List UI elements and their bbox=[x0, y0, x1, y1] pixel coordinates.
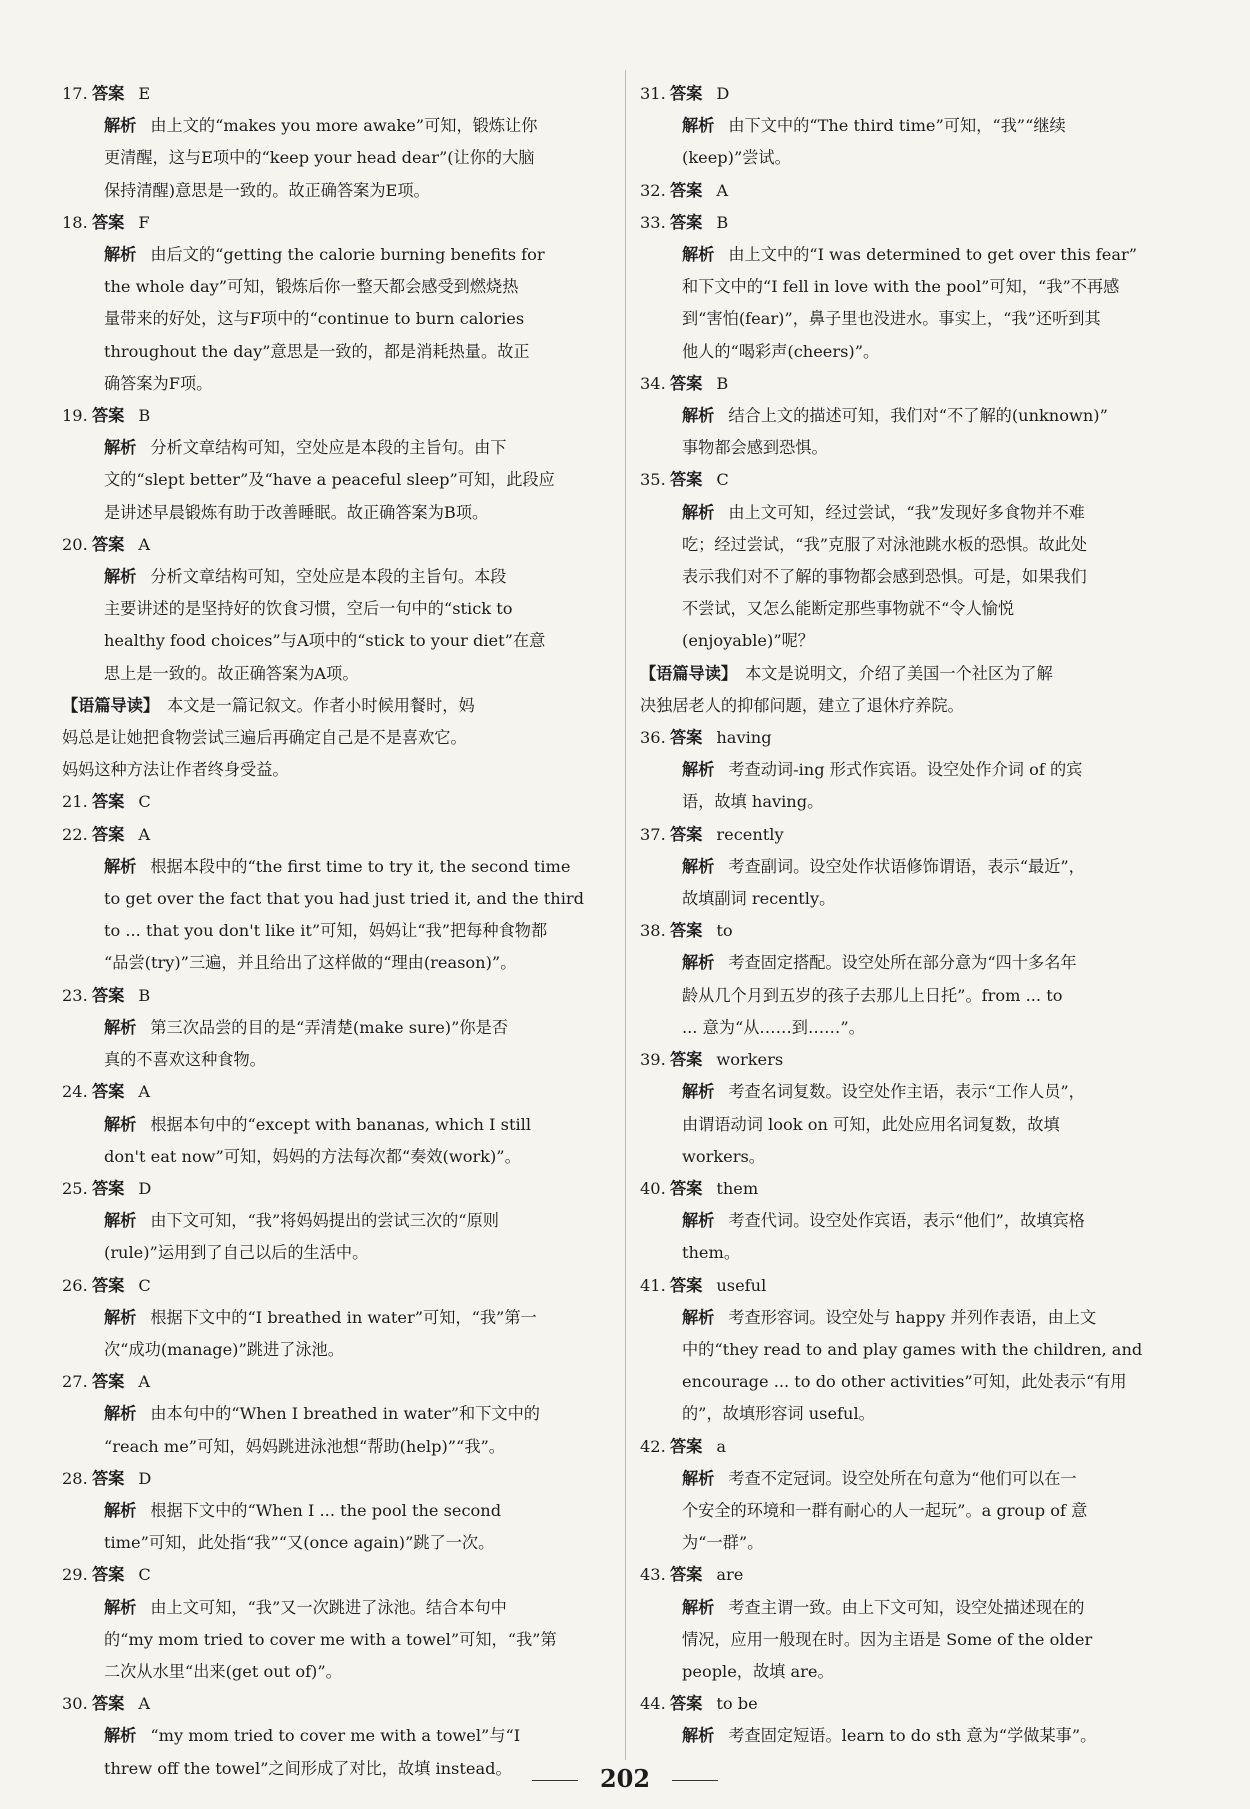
reading-guide-line bbox=[640, 690, 1188, 722]
line-text: threw off the towel”之间形成了对比，故填 instead。 bbox=[104, 1758, 512, 1778]
explanation-line bbox=[62, 1398, 610, 1430]
line-text: 情况，应用一般现在时。因为主语是 Some of the older bbox=[682, 1629, 1093, 1649]
explanation-line bbox=[62, 593, 610, 625]
analysis-label: 解析 bbox=[104, 567, 137, 587]
answer-label: 答案 bbox=[92, 1468, 125, 1488]
question-number: 32. bbox=[640, 180, 666, 200]
analysis-label: 解析 bbox=[104, 856, 137, 876]
answer-line bbox=[640, 1559, 1188, 1591]
answer-line bbox=[640, 1431, 1188, 1463]
explanation-line bbox=[62, 142, 610, 174]
line-text: 龄从几个月到五岁的孩子去那儿上日托”。from ... to bbox=[682, 985, 1063, 1005]
line-text: 到“害怕(fear)”，鼻子里也没进水。事实上，“我”还听到其 bbox=[682, 309, 1101, 329]
explanation-line bbox=[640, 1237, 1188, 1269]
explanation-line bbox=[640, 980, 1188, 1012]
explanation-line bbox=[640, 1592, 1188, 1624]
explanation-line bbox=[62, 1720, 610, 1752]
question-number: 33. bbox=[640, 212, 666, 232]
line-text: C bbox=[716, 470, 729, 490]
question-number: 19. bbox=[62, 406, 88, 426]
line-text: them bbox=[716, 1178, 759, 1198]
answer-label: 答案 bbox=[670, 373, 703, 393]
explanation-line bbox=[62, 883, 610, 915]
answer-line bbox=[640, 722, 1188, 754]
line-text: 确答案为F项。 bbox=[104, 373, 213, 393]
explanation-line bbox=[62, 1237, 610, 1269]
answer-label: 答案 bbox=[92, 1694, 125, 1714]
answer-line bbox=[640, 368, 1188, 400]
line-text: C bbox=[138, 1565, 151, 1585]
explanation-line bbox=[62, 947, 610, 979]
line-text: C bbox=[138, 792, 151, 812]
line-text: B bbox=[138, 985, 151, 1005]
explanation-line bbox=[640, 271, 1188, 303]
answer-label: 答案 bbox=[92, 1565, 125, 1585]
question-number: 22. bbox=[62, 824, 88, 844]
question-number: 27. bbox=[62, 1372, 88, 1392]
explanation-line bbox=[62, 1624, 610, 1656]
footer-dash-left bbox=[532, 1780, 578, 1781]
answer-label: 答案 bbox=[670, 470, 703, 490]
question-number: 35. bbox=[640, 470, 666, 490]
line-text: throughout the day”意思是一致的，都是消耗热量。故正 bbox=[104, 341, 530, 361]
explanation-line bbox=[62, 271, 610, 303]
line-text: B bbox=[716, 212, 729, 232]
right-column bbox=[640, 78, 1188, 1753]
line-text: F bbox=[138, 212, 150, 232]
line-text: 主要讲述的是坚持好的饮食习惯，空后一句中的“stick to bbox=[104, 599, 513, 619]
explanation-line bbox=[62, 1431, 610, 1463]
explanation-line bbox=[640, 1012, 1188, 1044]
analysis-label: 解析 bbox=[682, 1082, 715, 1102]
answer-label: 答案 bbox=[92, 1178, 125, 1198]
analysis-label: 解析 bbox=[682, 406, 715, 426]
explanation-line bbox=[640, 1334, 1188, 1366]
answer-label: 答案 bbox=[670, 180, 703, 200]
explanation-line bbox=[62, 1495, 610, 1527]
answer-line bbox=[62, 1270, 610, 1302]
explanation-line bbox=[640, 303, 1188, 335]
line-text: 事物都会感到恐惧。 bbox=[682, 438, 828, 458]
answer-line bbox=[62, 1688, 610, 1720]
answer-label: 答案 bbox=[92, 534, 125, 554]
analysis-label: 解析 bbox=[104, 1114, 137, 1134]
answer-label: 答案 bbox=[670, 1275, 703, 1295]
line-text: 根据本段中的“the first time to try it, the second time bbox=[150, 856, 571, 876]
explanation-line bbox=[640, 1076, 1188, 1108]
analysis-label: 解析 bbox=[104, 1404, 137, 1424]
page-footer bbox=[0, 1764, 1250, 1793]
answer-label: 答案 bbox=[670, 1694, 703, 1714]
explanation-line bbox=[640, 497, 1188, 529]
question-number: 40. bbox=[640, 1178, 666, 1198]
line-text: 不尝试，又怎么能断定那些事物就不“令人愉悦 bbox=[682, 599, 1015, 619]
line-text: 考查主谓一致。由上下文可知，设空处描述现在的 bbox=[728, 1597, 1085, 1617]
answer-label: 答案 bbox=[92, 1372, 125, 1392]
question-number: 29. bbox=[62, 1565, 88, 1585]
line-text: workers bbox=[716, 1050, 784, 1070]
explanation-line bbox=[62, 1044, 610, 1076]
line-text: 本文是一篇记叙文。作者小时候用餐时，妈 bbox=[167, 695, 475, 715]
line-text: 妈总是让她把食物尝试三遍后再确定自己是不是喜欢它。 bbox=[62, 728, 467, 748]
line-text: healthy food choices”与A项中的“stick to your diet”在意 bbox=[104, 631, 546, 651]
analysis-label: 解析 bbox=[682, 116, 715, 136]
answer-line bbox=[640, 1688, 1188, 1720]
explanation-line bbox=[62, 561, 610, 593]
line-text: 由上文的“makes you more awake”可知，锻炼让你 bbox=[150, 116, 538, 136]
line-text: “品尝(try)”三遍，并且给出了这样做的“理由(reason)”。 bbox=[104, 953, 517, 973]
line-text: are bbox=[716, 1565, 744, 1585]
answer-label: 答案 bbox=[92, 824, 125, 844]
line-text: 吃；经过尝试，“我”克服了对泳池跳水板的恐惧。故此处 bbox=[682, 534, 1088, 554]
answer-label: 答案 bbox=[670, 1436, 703, 1456]
explanation-line bbox=[640, 239, 1188, 271]
explanation-line bbox=[62, 1302, 610, 1334]
answer-line bbox=[640, 1044, 1188, 1076]
line-text: don't eat now”可知，妈妈的方法每次都“奏效(work)”。 bbox=[104, 1146, 521, 1166]
explanation-line bbox=[62, 110, 610, 142]
explanation-line bbox=[62, 915, 610, 947]
answer-label: 答案 bbox=[670, 824, 703, 844]
explanation-line bbox=[640, 1302, 1188, 1334]
line-text: to get over the fact that you had just tried it, and the third bbox=[104, 889, 584, 909]
question-number: 36. bbox=[640, 728, 666, 748]
answer-line bbox=[640, 175, 1188, 207]
analysis-label: 解析 bbox=[104, 438, 137, 458]
reading-guide-line bbox=[640, 658, 1188, 690]
line-text: A bbox=[716, 180, 729, 200]
line-text: 量带来的好处，这与F项中的“continue to burn calories bbox=[104, 309, 525, 329]
explanation-line bbox=[640, 1656, 1188, 1688]
answer-line bbox=[62, 529, 610, 561]
question-number: 39. bbox=[640, 1050, 666, 1070]
line-text: B bbox=[138, 406, 151, 426]
answer-line bbox=[640, 915, 1188, 947]
analysis-label: 解析 bbox=[104, 245, 137, 265]
analysis-label: 解析 bbox=[104, 1500, 137, 1520]
explanation-line bbox=[62, 625, 610, 657]
line-text: to be bbox=[716, 1694, 758, 1714]
line-text: A bbox=[138, 534, 151, 554]
line-text: (rule)”运用到了自己以后的生活中。 bbox=[104, 1243, 369, 1263]
answer-line bbox=[62, 786, 610, 818]
line-text: 语，故填 having。 bbox=[682, 792, 824, 812]
explanation-line bbox=[640, 529, 1188, 561]
answer-line bbox=[62, 1366, 610, 1398]
line-text: E bbox=[138, 84, 151, 103]
explanation-line bbox=[640, 625, 1188, 657]
line-text: having bbox=[716, 728, 772, 748]
answer-line bbox=[62, 207, 610, 239]
line-text: 保持清醒)意思是一致的。故正确答案为E项。 bbox=[104, 180, 430, 200]
question-number: 18. bbox=[62, 212, 88, 232]
explanation-line bbox=[640, 851, 1188, 883]
line-text: 由上文中的“I was determined to get over this fear” bbox=[728, 245, 1138, 265]
line-text: B bbox=[716, 373, 729, 393]
line-text: 由下文可知，“我”将妈妈提出的尝试三次的“原则 bbox=[150, 1211, 499, 1231]
line-text: 由上文可知，经过尝试，“我”发现好多食物并不难 bbox=[728, 502, 1085, 522]
explanation-line bbox=[62, 464, 610, 496]
line-text: 二次从水里“出来(get out of)”。 bbox=[104, 1661, 342, 1681]
question-number: 41. bbox=[640, 1275, 666, 1295]
explanation-line bbox=[62, 1592, 610, 1624]
line-text: 个安全的环境和一群有耐心的人一起玩”。a group of 意 bbox=[682, 1500, 1088, 1520]
explanation-line bbox=[62, 368, 610, 400]
line-text: 表示我们对不了解的事物都会感到恐惧。可是，如果我们 bbox=[682, 567, 1087, 587]
line-text: 考查不定冠词。设空处所在句意为“他们可以在一 bbox=[728, 1468, 1077, 1488]
footer-dash-right bbox=[672, 1780, 718, 1781]
explanation-line bbox=[640, 786, 1188, 818]
line-text: 他人的“喝彩声(cheers)”。 bbox=[682, 341, 880, 361]
line-text: 根据本句中的“except with bananas, which I still bbox=[150, 1114, 531, 1134]
answer-label: 答案 bbox=[670, 921, 703, 941]
reading-guide-line bbox=[62, 754, 610, 786]
question-number: 26. bbox=[62, 1275, 88, 1295]
explanation-line bbox=[62, 175, 610, 207]
line-text: 结合上文的描述可知，我们对“不了解的(unknown)” bbox=[728, 406, 1108, 426]
answer-line bbox=[640, 464, 1188, 496]
line-text: 由后文的“getting the calorie burning benefits for bbox=[150, 245, 545, 265]
line-text: ... 意为“从……到……”。 bbox=[682, 1017, 865, 1037]
line-text: 考查名词复数。设空处作主语，表示“工作人员”， bbox=[728, 1082, 1085, 1102]
answer-line bbox=[62, 980, 610, 1012]
question-number: 44. bbox=[640, 1694, 666, 1714]
line-text: 文的“slept better”及“have a peaceful sleep”可知，此段应 bbox=[104, 470, 555, 490]
line-text: 由谓语动词 look on 可知，此处应用名词复数，故填 bbox=[682, 1114, 1060, 1134]
analysis-label: 解析 bbox=[682, 953, 715, 973]
analysis-label: 解析 bbox=[682, 1468, 715, 1488]
line-text: 第三次品尝的目的是“弄清楚(make sure)”你是否 bbox=[150, 1017, 508, 1037]
explanation-line bbox=[640, 754, 1188, 786]
line-text: “my mom tried to cover me with a towel”与“I bbox=[150, 1726, 521, 1746]
line-text: 由上文可知，“我”又一次跳进了泳池。结合本句中 bbox=[150, 1597, 507, 1617]
line-text: encourage ... to do other activities”可知，此处表示“有用 bbox=[682, 1372, 1127, 1392]
line-text: A bbox=[138, 1694, 151, 1714]
explanation-line bbox=[62, 1334, 610, 1366]
question-number: 42. bbox=[640, 1436, 666, 1456]
explanation-line bbox=[640, 561, 1188, 593]
answer-label: 答案 bbox=[670, 728, 703, 748]
left-column bbox=[62, 78, 610, 1785]
answer-line bbox=[62, 1076, 610, 1108]
analysis-label: 解析 bbox=[682, 245, 715, 265]
line-text: 由下文中的“The third time”可知，“我”“继续 bbox=[728, 116, 1066, 136]
line-text: 和下文中的“I fell in love with the pool”可知，“我”不再感 bbox=[682, 277, 1120, 297]
line-text: people，故填 are。 bbox=[682, 1661, 834, 1681]
explanation-line bbox=[62, 1012, 610, 1044]
question-number: 20. bbox=[62, 534, 88, 554]
explanation-line bbox=[62, 303, 610, 335]
explanation-line bbox=[640, 400, 1188, 432]
explanation-line bbox=[640, 1624, 1188, 1656]
explanation-line bbox=[640, 336, 1188, 368]
page-number: 202 bbox=[599, 1764, 651, 1793]
question-number: 25. bbox=[62, 1178, 88, 1198]
line-text: 思上是一致的。故正确答案为A项。 bbox=[104, 663, 359, 683]
answer-label: 答案 bbox=[92, 985, 125, 1005]
answer-line bbox=[640, 819, 1188, 851]
line-text: 由本句中的“When I breathed in water”和下文中的 bbox=[150, 1404, 540, 1424]
line-text: 决独居老人的抑郁问题，建立了退休疗养院。 bbox=[640, 695, 964, 715]
line-text: 的”，故填形容词 useful。 bbox=[682, 1404, 875, 1424]
answer-label: 答案 bbox=[92, 406, 125, 426]
line-text: them。 bbox=[682, 1243, 741, 1263]
line-text: 考查副词。设空处作状语修饰谓语，表示“最近”， bbox=[728, 856, 1085, 876]
answer-label: 答案 bbox=[670, 212, 703, 232]
answer-line bbox=[640, 1173, 1188, 1205]
analysis-label: 解析 bbox=[682, 1307, 715, 1327]
line-text: 分析文章结构可知，空处应是本段的主旨句。由下 bbox=[150, 438, 507, 458]
line-text: A bbox=[138, 1372, 151, 1392]
analysis-label: 解析 bbox=[104, 1017, 137, 1037]
analysis-label: 解析 bbox=[104, 1211, 137, 1231]
answer-label: 答案 bbox=[670, 1565, 703, 1585]
answer-label: 答案 bbox=[92, 1082, 125, 1102]
answer-label: 答案 bbox=[92, 212, 125, 232]
explanation-line bbox=[62, 1109, 610, 1141]
line-text: a bbox=[716, 1436, 727, 1456]
answer-label: 答案 bbox=[92, 84, 125, 103]
explanation-line bbox=[640, 432, 1188, 464]
answer-line bbox=[62, 1173, 610, 1205]
answer-label: 答案 bbox=[92, 792, 125, 812]
answer-line bbox=[640, 78, 1188, 110]
line-text: (keep)”尝试。 bbox=[682, 148, 791, 168]
line-text: to ... that you don't like it”可知，妈妈让“我”把每种食物都 bbox=[104, 921, 548, 941]
line-text: 次“成功(manage)”跳进了泳池。 bbox=[104, 1339, 344, 1359]
line-text: A bbox=[138, 1082, 151, 1102]
line-text: 真的不喜欢这种食物。 bbox=[104, 1050, 266, 1070]
answer-line bbox=[62, 819, 610, 851]
line-text: 故填副词 recently。 bbox=[682, 889, 836, 909]
explanation-line bbox=[62, 497, 610, 529]
answer-line bbox=[640, 1270, 1188, 1302]
reading-guide-line bbox=[62, 690, 610, 722]
question-number: 38. bbox=[640, 921, 666, 941]
explanation-line bbox=[62, 1527, 610, 1559]
analysis-label: 解析 bbox=[682, 760, 715, 780]
answer-line bbox=[62, 400, 610, 432]
answer-label: 答案 bbox=[92, 1275, 125, 1295]
explanation-line bbox=[62, 658, 610, 690]
line-text: 的“my mom tried to cover me with a towel”可知，“我”第 bbox=[104, 1629, 557, 1649]
line-text: 分析文章结构可知，空处应是本段的主旨句。本段 bbox=[150, 567, 507, 587]
question-number: 21. bbox=[62, 792, 88, 812]
analysis-label: 解析 bbox=[682, 1726, 715, 1746]
question-number: 17. bbox=[62, 84, 88, 103]
line-text: 根据下文中的“When I ... the pool the second bbox=[150, 1500, 502, 1520]
line-text: workers。 bbox=[682, 1146, 765, 1166]
line-text: time”可知，此处指“我”“又(once again)”跳了一次。 bbox=[104, 1533, 495, 1553]
explanation-line bbox=[640, 947, 1188, 979]
analysis-label: 解析 bbox=[104, 1726, 137, 1746]
explanation-line bbox=[640, 110, 1188, 142]
explanation-line bbox=[640, 1463, 1188, 1495]
explanation-line bbox=[640, 1720, 1188, 1752]
reading-guide-tag: 【语篇导读】 bbox=[62, 695, 160, 715]
question-number: 28. bbox=[62, 1468, 88, 1488]
line-text: 为“一群”。 bbox=[682, 1533, 764, 1553]
line-text: 考查固定搭配。设空处所在部分意为“四十多名年 bbox=[728, 953, 1077, 973]
answer-line bbox=[62, 78, 610, 110]
analysis-label: 解析 bbox=[104, 1597, 137, 1617]
line-text: recently bbox=[716, 824, 784, 844]
explanation-line bbox=[62, 432, 610, 464]
explanation-line bbox=[640, 1366, 1188, 1398]
explanation-line bbox=[640, 1141, 1188, 1173]
explanation-line bbox=[62, 239, 610, 271]
explanation-line bbox=[640, 142, 1188, 174]
line-text: “reach me”可知，妈妈跳进泳池想“帮助(help)”“我”。 bbox=[104, 1436, 505, 1456]
answer-label: 答案 bbox=[670, 1178, 703, 1198]
answer-label: 答案 bbox=[670, 1050, 703, 1070]
line-text: C bbox=[138, 1275, 151, 1295]
line-text: 考查动词-ing 形式作宾语。设空处作介词 of 的宾 bbox=[728, 760, 1083, 780]
question-number: 37. bbox=[640, 824, 666, 844]
line-text: 是讲述早晨锻炼有助于改善睡眠。故正确答案为B项。 bbox=[104, 502, 489, 522]
reading-guide-tag: 【语篇导读】 bbox=[640, 663, 738, 683]
answer-line bbox=[62, 1463, 610, 1495]
explanation-line bbox=[640, 593, 1188, 625]
analysis-label: 解析 bbox=[682, 502, 715, 522]
line-text: 考查形容词。设空处与 happy 并列作表语，由上文 bbox=[728, 1307, 1097, 1327]
line-text: to bbox=[716, 921, 733, 941]
question-number: 34. bbox=[640, 373, 666, 393]
answer-line bbox=[640, 207, 1188, 239]
explanation-line bbox=[640, 883, 1188, 915]
analysis-label: 解析 bbox=[682, 856, 715, 876]
line-text: 考查代词。设空处作宾语，表示“他们”，故填宾格 bbox=[728, 1211, 1085, 1231]
explanation-line bbox=[640, 1527, 1188, 1559]
line-text: 妈妈这种方法让作者终身受益。 bbox=[62, 760, 289, 780]
analysis-label: 解析 bbox=[104, 1307, 137, 1327]
line-text: 更清醒，这与E项中的“keep your head dear”(让你的大脑 bbox=[104, 148, 535, 168]
answer-line bbox=[62, 1559, 610, 1591]
line-text: 考查固定短语。learn to do sth 意为“学做某事”。 bbox=[728, 1726, 1097, 1746]
explanation-line bbox=[62, 851, 610, 883]
analysis-label: 解析 bbox=[682, 1597, 715, 1617]
explanation-line bbox=[62, 1656, 610, 1688]
explanation-line bbox=[640, 1109, 1188, 1141]
question-number: 23. bbox=[62, 985, 88, 1005]
line-text: the whole day”可知，锻炼后你一整天都会感受到燃烧热 bbox=[104, 277, 519, 297]
explanation-line bbox=[62, 1205, 610, 1237]
reading-guide-line bbox=[62, 722, 610, 754]
line-text: (enjoyable)”呢？ bbox=[682, 631, 814, 651]
line-text: useful bbox=[716, 1275, 767, 1295]
question-number: 24. bbox=[62, 1082, 88, 1102]
line-text: D bbox=[716, 84, 730, 103]
analysis-label: 解析 bbox=[104, 116, 137, 136]
line-text: D bbox=[138, 1178, 152, 1198]
line-text: 本文是说明文，介绍了美国一个社区为了解 bbox=[745, 663, 1053, 683]
question-number: 31. bbox=[640, 84, 666, 103]
line-text: D bbox=[138, 1468, 152, 1488]
explanation-line bbox=[62, 336, 610, 368]
line-text: 根据下文中的“I breathed in water”可知，“我”第一 bbox=[150, 1307, 537, 1327]
explanation-line bbox=[640, 1495, 1188, 1527]
question-number: 30. bbox=[62, 1694, 88, 1714]
explanation-line bbox=[640, 1205, 1188, 1237]
question-number: 43. bbox=[640, 1565, 666, 1585]
analysis-label: 解析 bbox=[682, 1211, 715, 1231]
explanation-line bbox=[62, 1141, 610, 1173]
line-text: A bbox=[138, 824, 151, 844]
explanation-line bbox=[640, 1398, 1188, 1430]
answer-label: 答案 bbox=[670, 84, 703, 103]
line-text: 中的“they read to and play games with the children, and bbox=[682, 1339, 1143, 1359]
